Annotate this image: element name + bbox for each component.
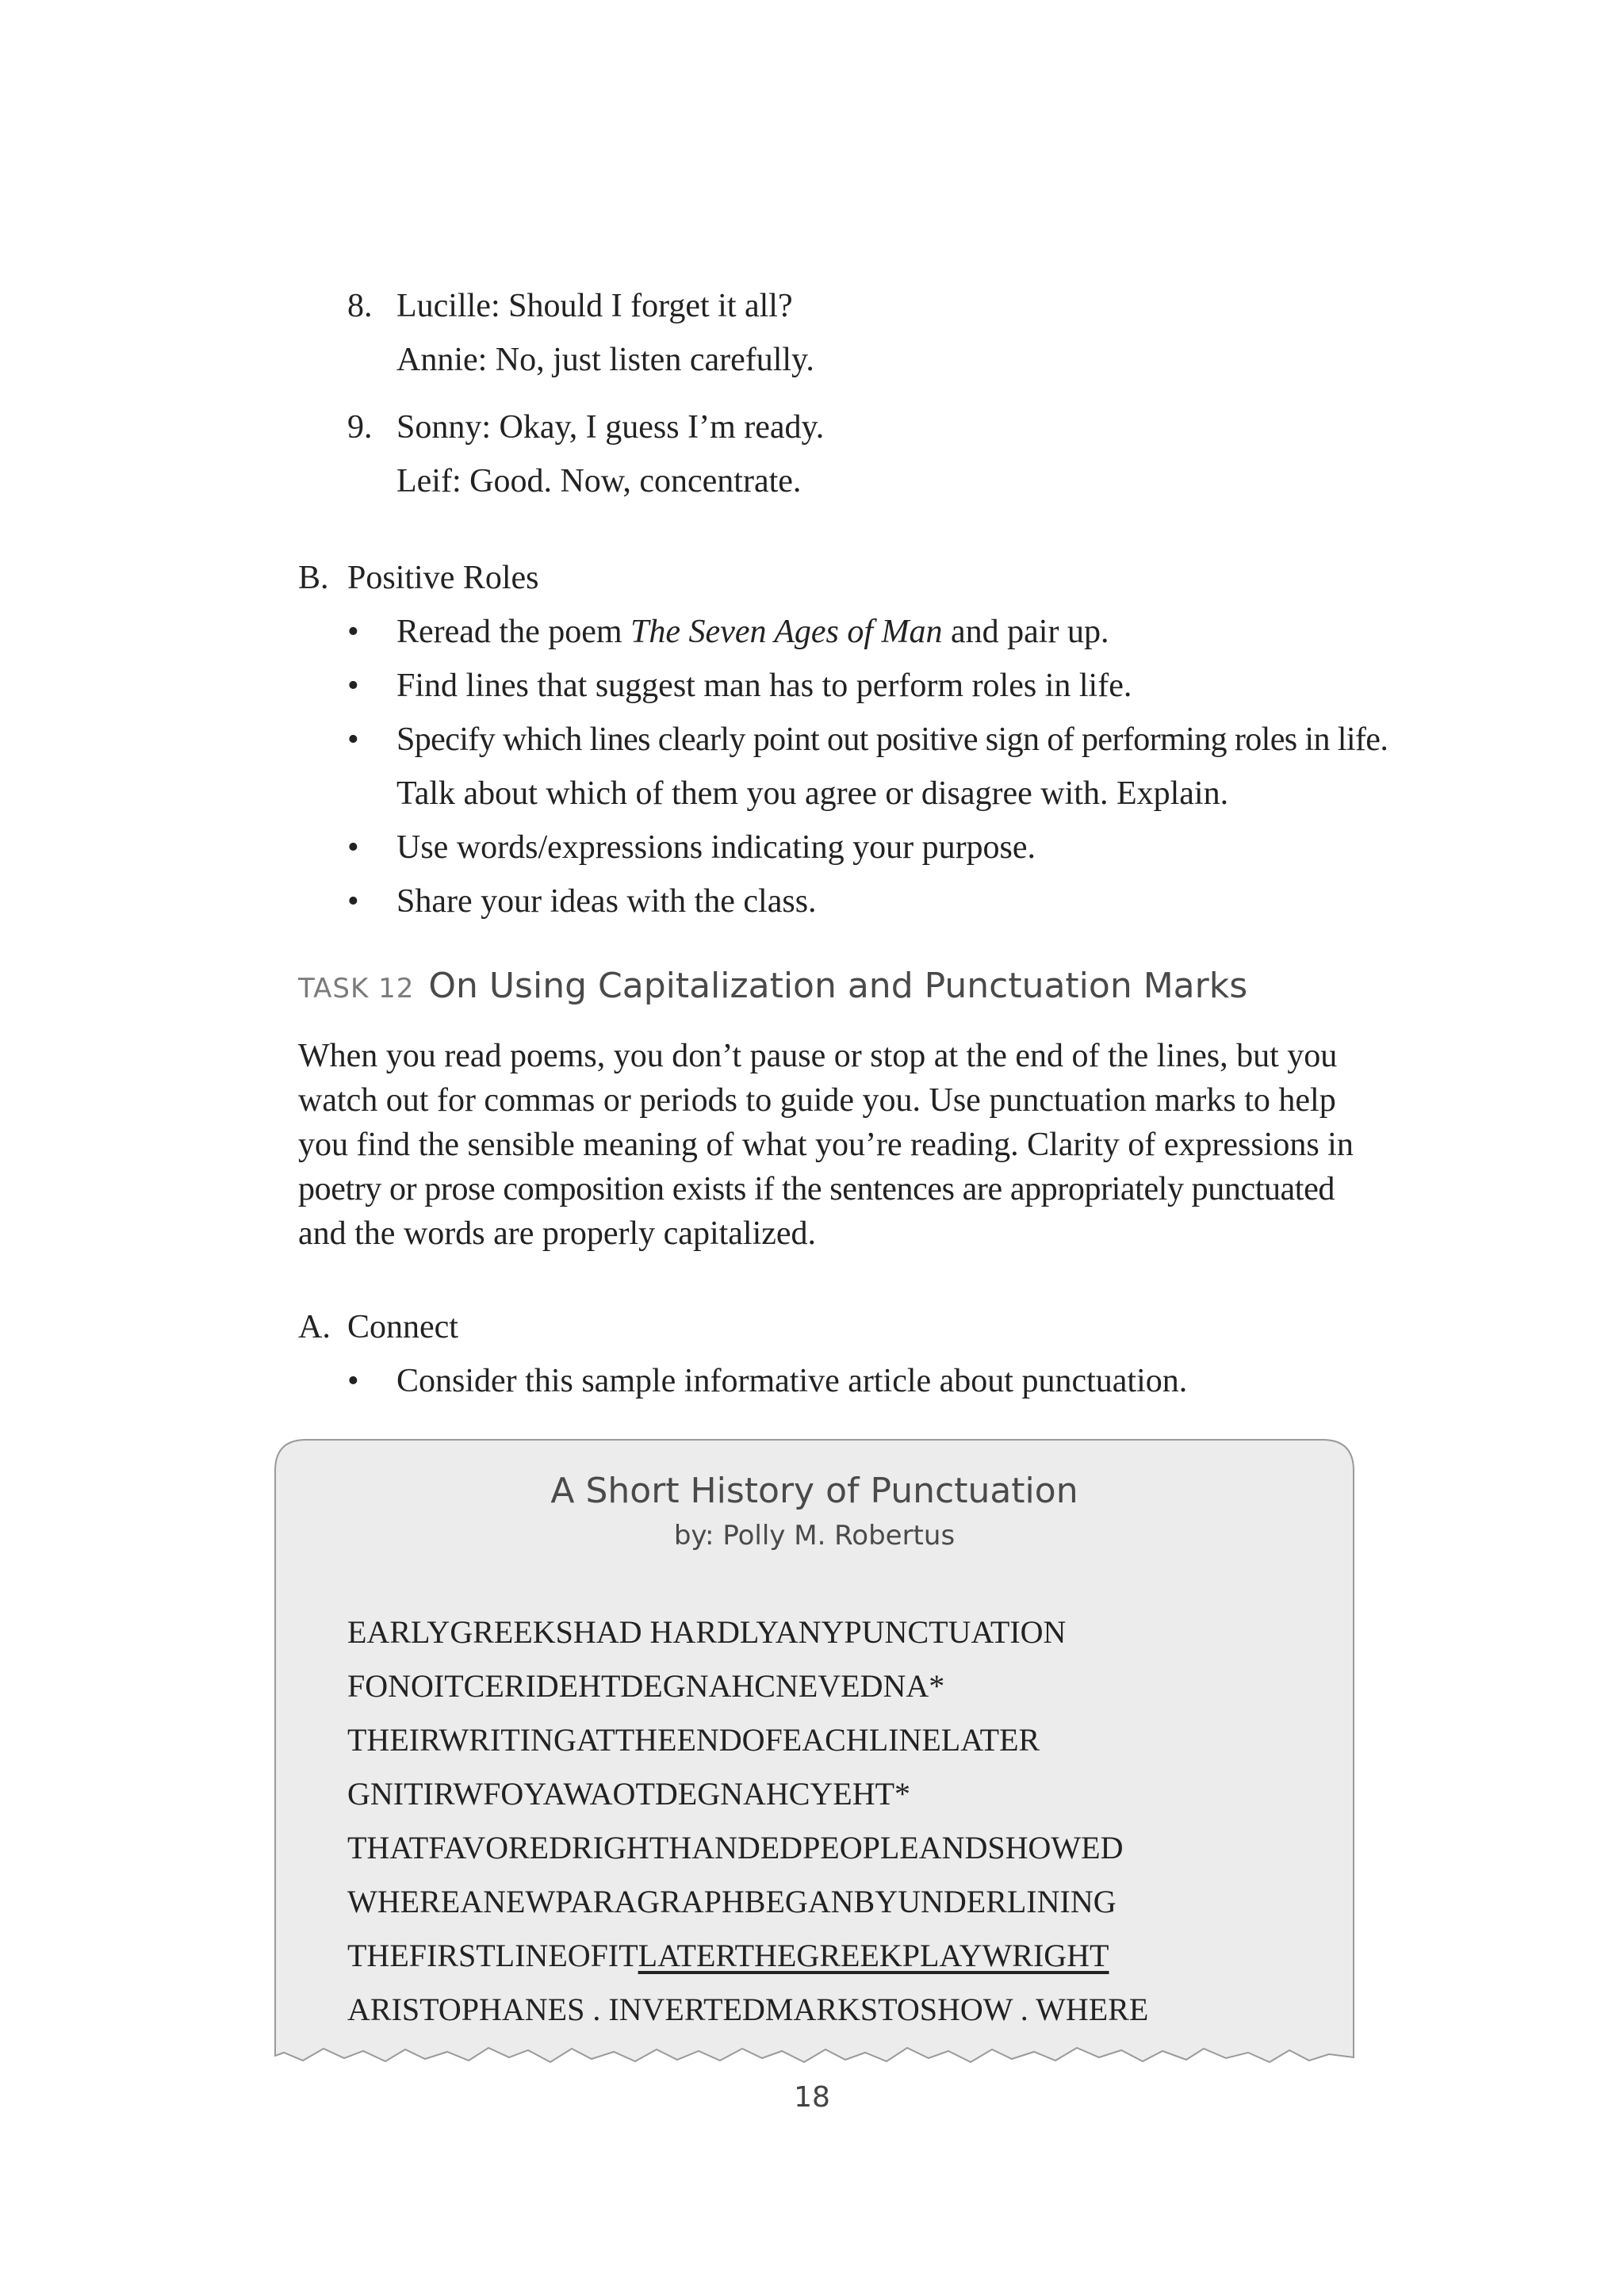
task-heading — [298, 966, 1247, 1006]
task-label: TASK 12 — [298, 973, 415, 1004]
underlined-text: LATERTHEGREEKPLAYWRIGHT — [638, 1938, 1109, 1973]
bullet-marker: • — [347, 614, 359, 650]
article-line: THATFAVOREDRIGHTHANDEDPEOPLEANDSHOWED — [347, 1830, 1124, 1866]
bullet-text: Find lines that suggest man has to perform roles in life. — [396, 668, 1132, 704]
article-byline: by: Polly M. Robertus — [673, 1520, 956, 1552]
bullet-text: Consider this sample informative article about punctuation. — [396, 1363, 1188, 1399]
section-title: Connect — [347, 1309, 458, 1345]
article-line: GNITIRWFOYAWAOTDEGNAHCYEHT* — [347, 1776, 911, 1812]
bullet-text: Share your ideas with the class. — [396, 883, 817, 920]
paragraph-line: you find the sensible meaning of what you’re reading. Clarity of expressions in — [298, 1127, 1354, 1163]
bullet-marker: • — [347, 829, 359, 866]
section-b-heading — [298, 559, 539, 597]
article-line: THEIRWRITINGATTHEENDOFEACHLINELATER — [347, 1722, 1040, 1758]
item-number: 9. — [347, 409, 373, 446]
dialogue-line: Annie: No, just listen carefully. — [396, 342, 814, 378]
bullet-text-continuation: Talk about which of them you agree or disagree with. Explain. — [396, 775, 1229, 812]
article-title: A Short History of Punctuation — [550, 1471, 1078, 1511]
item-number: 8. — [347, 288, 373, 324]
article-line: EARLYGREEKSHAD HARDLYANYPUNCTUATION — [347, 1614, 1067, 1650]
section-title: Positive Roles — [347, 560, 539, 596]
article-body — [347, 1605, 1148, 2037]
bullet-marker: • — [347, 668, 359, 704]
bullet-text: Specify which lines clearly point out positive sign of performing roles in life. — [396, 721, 1388, 758]
dialogue-line: Lucille: Should I forget it all? — [396, 288, 793, 324]
article-box — [274, 1439, 1354, 2077]
article-line: WHEREANEWPARAGRAPHBEGANBYUNDERLINING — [347, 1884, 1116, 1919]
section-letter: B. — [298, 560, 329, 596]
paragraph-line: poetry or prose composition exists if the sentences are appropriately punctuated — [298, 1171, 1335, 1207]
bullet-marker: • — [347, 1363, 359, 1399]
paragraph-line: When you read poems, you don’t pause or stop at the end of the lines, but you — [298, 1038, 1338, 1074]
poem-title: The Seven Ages of Man — [630, 614, 943, 650]
task-title: On Using Capitalization and Punctuation Marks — [428, 966, 1248, 1006]
paragraph-line: and the words are properly capitalized. — [298, 1215, 817, 1252]
bullet-marker: • — [347, 721, 359, 758]
dialogue-line: Leif: Good. Now, concentrate. — [396, 463, 802, 499]
intro-paragraph — [298, 1034, 1432, 1256]
paragraph-line: watch out for commas or periods to guide you. Use punctuation marks to help — [298, 1082, 1336, 1119]
page-number: 18 — [794, 2081, 830, 2114]
section-a-heading — [298, 1308, 458, 1346]
bullet-text: Use words/expressions indicating your purpose. — [396, 829, 1036, 866]
section-letter: A. — [298, 1309, 331, 1345]
article-line: FONOITCERIDEHTDEGNAHCNEVEDNA* — [347, 1668, 945, 1704]
bullet-text: Reread the poem The Seven Ages of Man and pair up. — [396, 614, 1109, 650]
bullet-marker: • — [347, 883, 359, 920]
dialogue-line: Sonny: Okay, I guess I’m ready. — [396, 409, 825, 446]
article-line: ARISTOPHANES . INVERTEDMARKSTOSHOW . WHERE — [347, 1992, 1149, 2027]
article-line: THEFIRSTLINEOFITLATERTHEGREEKPLAYWRIGHT — [347, 1938, 1109, 1973]
